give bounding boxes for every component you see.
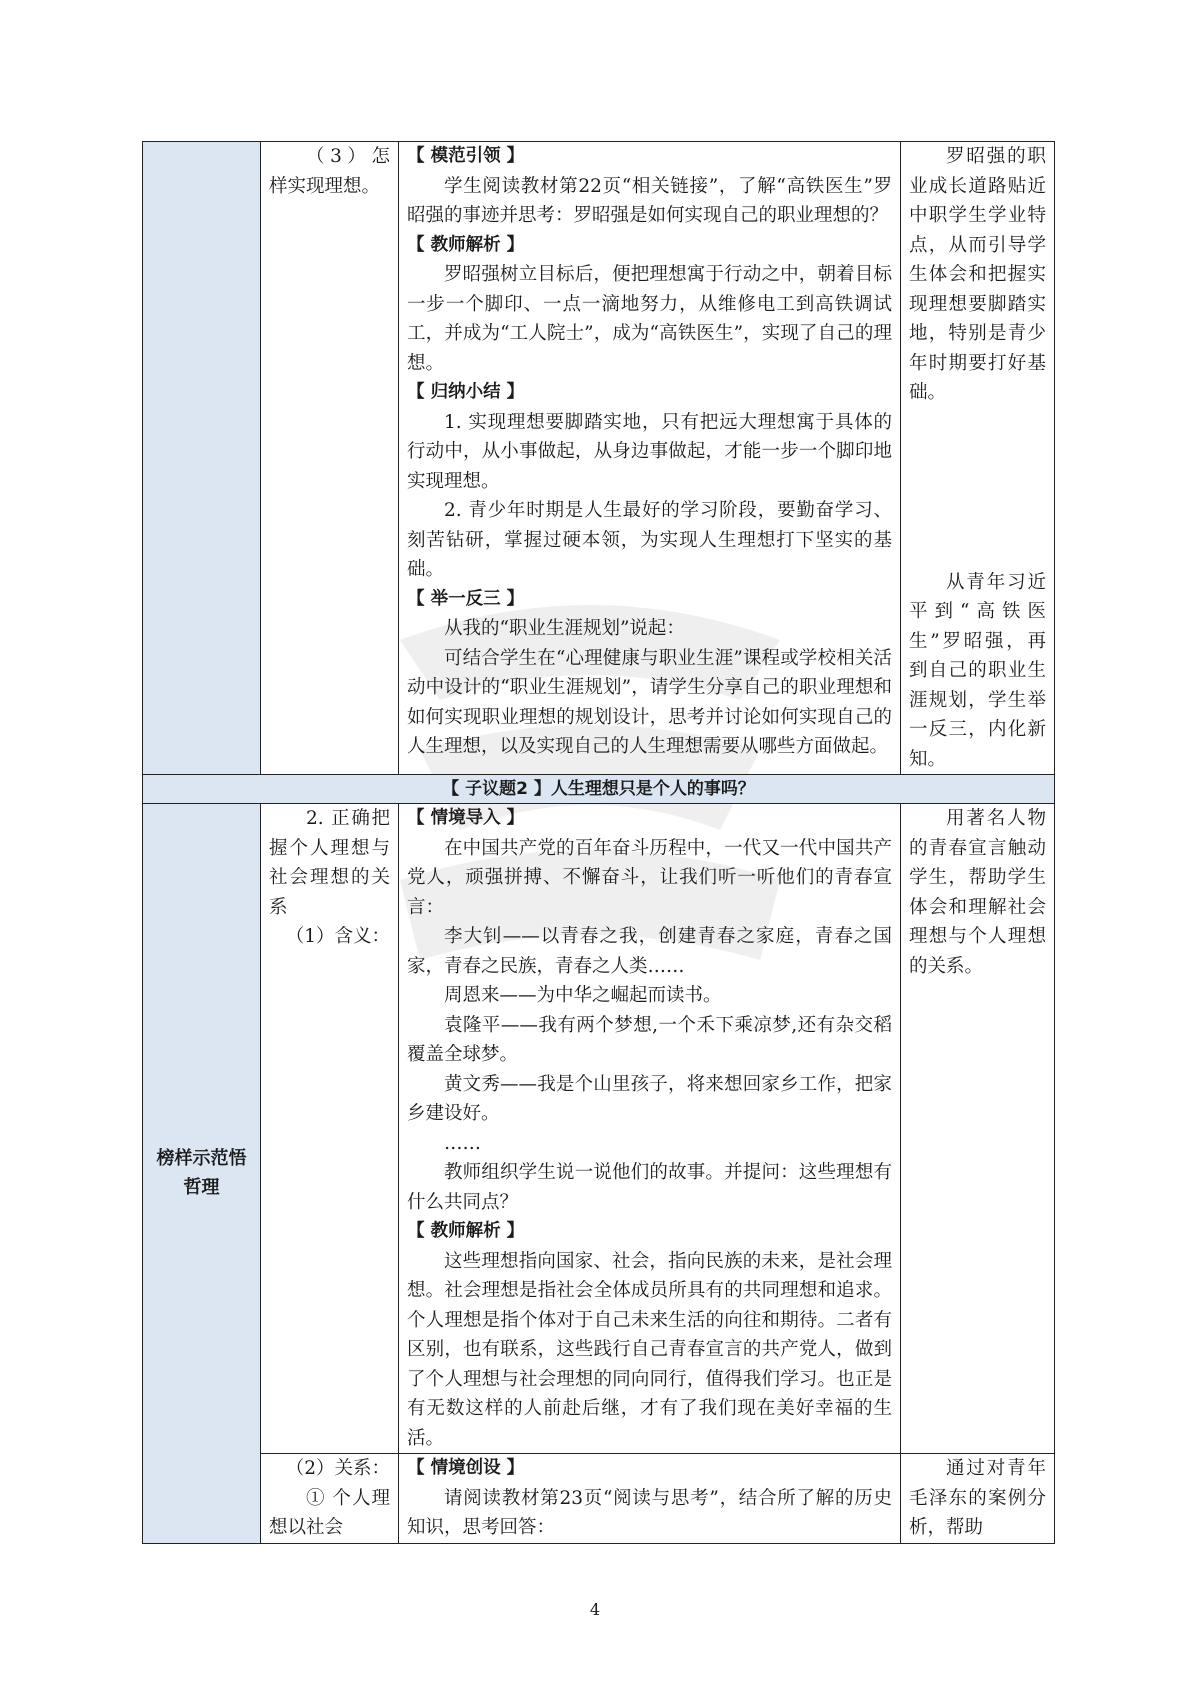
table-row xyxy=(143,1454,1055,1544)
lesson-plan-table xyxy=(142,141,1055,1544)
section-heading: 【 举一反三 】 xyxy=(407,588,525,609)
page-number: 4 xyxy=(589,1600,601,1619)
intent-cell xyxy=(901,142,1055,775)
section-heading: 【 情境创设 】 xyxy=(407,1458,525,1478)
paragraph: 这些理想指向国家、社会，指向民族的未来，是社会理想。社会理想是指社会全体成员所具有的共同理想和追求。个人理想是指个体对于自己未来生活的向往和期待。二者有区别，也有联系，这些践行自己青春宣言的共产党人，做到了个人理想与社会理想的同向同行，值得我们学习。也正是有无数这样的人前赴后继，才有了我们现在美好幸福的生活。 xyxy=(407,1250,892,1449)
section-heading: 【 模范引领 】 xyxy=(407,146,525,166)
step-cell xyxy=(261,1454,399,1544)
paragraph: 在中国共产党的百年奋斗历程中，一代又一代中国共产党人，顽强拼搏、不懈奋斗，让我们听一听他们的青春宣言： xyxy=(407,837,892,918)
subtopic-row xyxy=(143,775,1055,804)
activity-cell xyxy=(399,804,901,1454)
table-row xyxy=(143,142,1055,775)
table-row xyxy=(143,804,1055,1454)
paragraph: 罗昭强树立目标后，便把理想寓于行动之中，朝着目标一步一个脚印、一点一滴地努力，从维修电工到高铁调试工，并成为“工人院士”，成为“高铁医生”，实现了自己的理想。 xyxy=(407,264,892,374)
section-heading: 【 教师解析 】 xyxy=(407,234,525,255)
paragraph: 从我的“职业生涯规划”说起： xyxy=(444,618,685,639)
stage-cell-continued xyxy=(143,142,261,775)
intent-text: 用著名人物的青春宣言触动学生，帮助学生体会和理解社会理想与个人理想的关系。 xyxy=(909,808,1046,977)
section-heading: 【 归纳小结 】 xyxy=(407,382,525,402)
paragraph: 教师组织学生说一说他们的故事。并提问：这些理想有什么共同点？ xyxy=(407,1162,892,1213)
paragraph: 1. 实现理想要脚踏实地，只有把远大理想寓于具体的行动中，从小事做起，从身边事做起，才能一步一个脚印地实现理想。 xyxy=(407,411,892,492)
quote-paragraph: 袁隆平——我有两个梦想,一个禾下乘凉梦,还有杂交稻覆盖全球梦。 xyxy=(407,1014,892,1065)
step-text: （3）怎样实现理想。 xyxy=(269,146,390,197)
stage-cell: 榜样示范悟哲理 xyxy=(143,804,261,1544)
quote-paragraph: 李大钊——以青春之我，创建青春之家庭，青春之国家，青春之民族，青春之人类…… xyxy=(407,926,892,977)
section-heading: 【 情境导入 】 xyxy=(407,808,525,828)
paragraph: 2. 青少年时期是人生最好的学习阶段，要勤奋学习、刻苦钻研，掌握过硬本领，为实现人生理想打下坚实的基础。 xyxy=(407,500,892,580)
activity-cell xyxy=(399,1454,901,1544)
ellipsis: …… xyxy=(444,1132,481,1154)
intent-text: 通过对青年毛泽东的案例分析，帮助 xyxy=(909,1458,1046,1538)
step-cell xyxy=(261,804,399,1454)
intent-text: 从青年习近平到“高铁医生”罗昭强，再到自己的职业生涯规划，学生举一反三，内化新知。 xyxy=(909,571,1046,770)
paragraph: 请阅读教材第23页“阅读与思考”，结合所了解的历史知识，思考回答： xyxy=(407,1487,892,1538)
subtopic-title: 【 子议题2 】人生理想只是个人的事吗？ xyxy=(143,775,1055,804)
paragraph: 学生阅读教材第22页“相关链接”，了解“高铁医生”罗昭强的事迹并思考：罗昭强是如何实现自己的职业理想的？ xyxy=(407,175,892,226)
step-text: （2）关系： xyxy=(285,1458,390,1479)
step-text: （1）含义： xyxy=(285,926,390,947)
intent-cell xyxy=(901,804,1055,1454)
paragraph: 可结合学生在“心理健康与职业生涯”课程或学校相关活动中设计的“职业生涯规划”，请学生分享自己的职业理想和如何实现职业理想的规划设计，思考并讨论如何实现自己的人生理想，以及实现自己的人生理想需要从哪些方面做起。 xyxy=(407,647,892,757)
quote-paragraph: 周恩来——为中华之崛起而读书。 xyxy=(444,985,722,1006)
step-cell xyxy=(261,142,399,775)
section-heading: 【 教师解析 】 xyxy=(407,1221,525,1241)
intent-text: 罗昭强的职业成长道路贴近中职学生学业特点，从而引导学生体会和把握实现理想要脚踏实地，特别是青少年时期要打好基础。 xyxy=(909,146,1046,403)
step-text: 2. 正确把握个人理想与社会理想的关系 xyxy=(269,808,390,918)
activity-cell xyxy=(399,142,901,775)
intent-cell xyxy=(901,1454,1055,1544)
step-text: ① 个人理想以社会 xyxy=(269,1487,390,1538)
quote-paragraph: 黄文秀——我是个山里孩子，将来想回家乡工作，把家乡建设好。 xyxy=(407,1073,892,1124)
